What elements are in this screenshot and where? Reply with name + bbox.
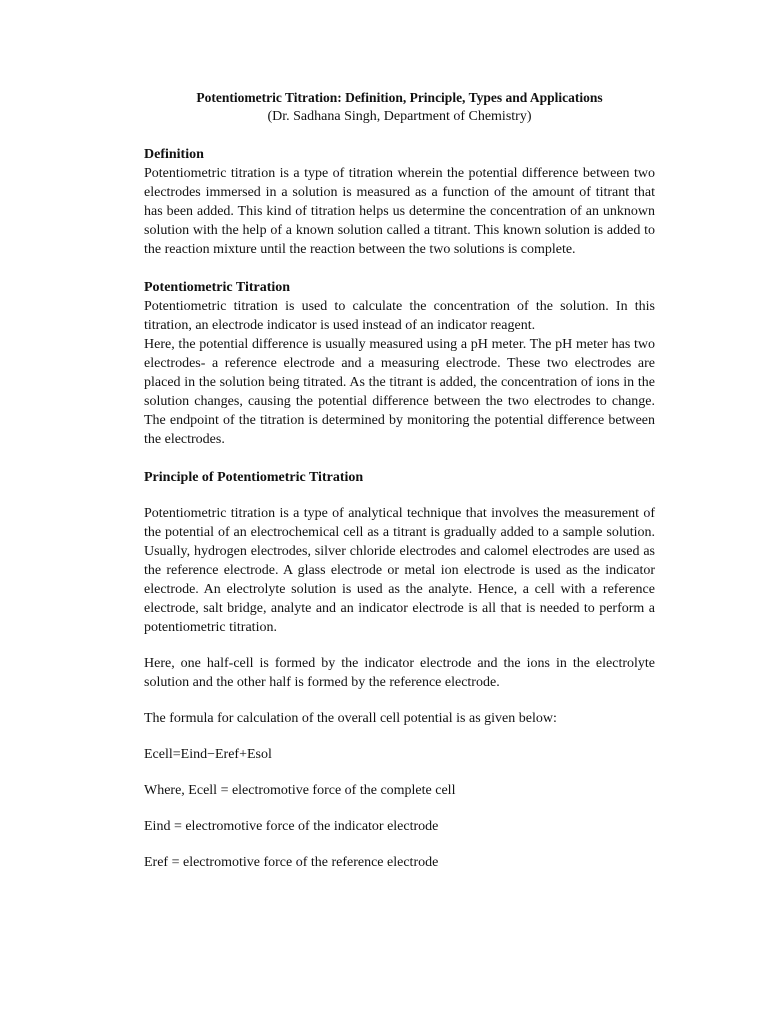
principle-heading: Principle of Potentiometric Titration bbox=[144, 470, 364, 485]
document-title: Potentiometric Titration: Definition, Principle, Types and Applications bbox=[196, 90, 603, 105]
principle-paragraph-1: Potentiometric titration is a type of analytical technique that involves the measurement of the potential of an electrochemical cell as a titrant is gradually added to a sample solution. Usually, hydrogen electrodes, silver chloride electrodes and calomel electrodes are used as the reference electrode. A glass electrode or metal ion electrode is used as the indicator electrode. An electrolyte solution is used as the analyte. Hence, a cell with a reference electrode, salt bridge, analyte and an indicator electrode is all that is needed to perform a potentiometric titration. bbox=[144, 506, 655, 635]
document-author: (Dr. Sadhana Singh, Department of Chemistry) bbox=[267, 109, 532, 124]
document-page bbox=[144, 88, 655, 889]
potentiometric-titration-paragraph-2: Here, the potential difference is usually measured using a pH meter. The pH meter has two electrodes- a reference electrode and a measuring electrode. These two electrodes are placed in the solution being titrated. As the titrant is added, the concentration of ions in the solution changes, causing the potential difference between the two electrodes to change. The endpoint of the titration is determined by monitoring the potential difference between the electrodes. bbox=[144, 337, 655, 447]
cell-potential-formula: Ecell=Eind−Eref+Esol bbox=[144, 747, 272, 762]
definition-ecell: Where, Ecell = electromotive force of the complete cell bbox=[144, 783, 456, 798]
definition-eind: Eind = electromotive force of the indicator electrode bbox=[144, 819, 439, 834]
potentiometric-titration-paragraph-1: Potentiometric titration is used to calculate the concentration of the solution. In this titration, an electrode indicator is used instead of an indicator reagent. bbox=[144, 299, 655, 333]
formula-intro: The formula for calculation of the overall cell potential is as given below: bbox=[144, 711, 557, 726]
potentiometric-titration-heading: Potentiometric Titration bbox=[144, 280, 291, 295]
definition-eref: Eref = electromotive force of the reference electrode bbox=[144, 855, 439, 870]
definition-heading: Definition bbox=[144, 147, 204, 162]
principle-paragraph-2: Here, one half-cell is formed by the indicator electrode and the ions in the electrolyte solution and the other half is formed by the reference electrode. bbox=[144, 656, 655, 690]
definition-paragraph: Potentiometric titration is a type of titration wherein the potential difference between two electrodes immersed in a solution is measured as a function of the amount of titrant that has been added. This kind of titration helps us determine the concentration of an unknown solution with the help of a known solution called a titrant. This known solution is added to the reaction mixture until the reaction between the two solutions is complete. bbox=[144, 166, 655, 257]
